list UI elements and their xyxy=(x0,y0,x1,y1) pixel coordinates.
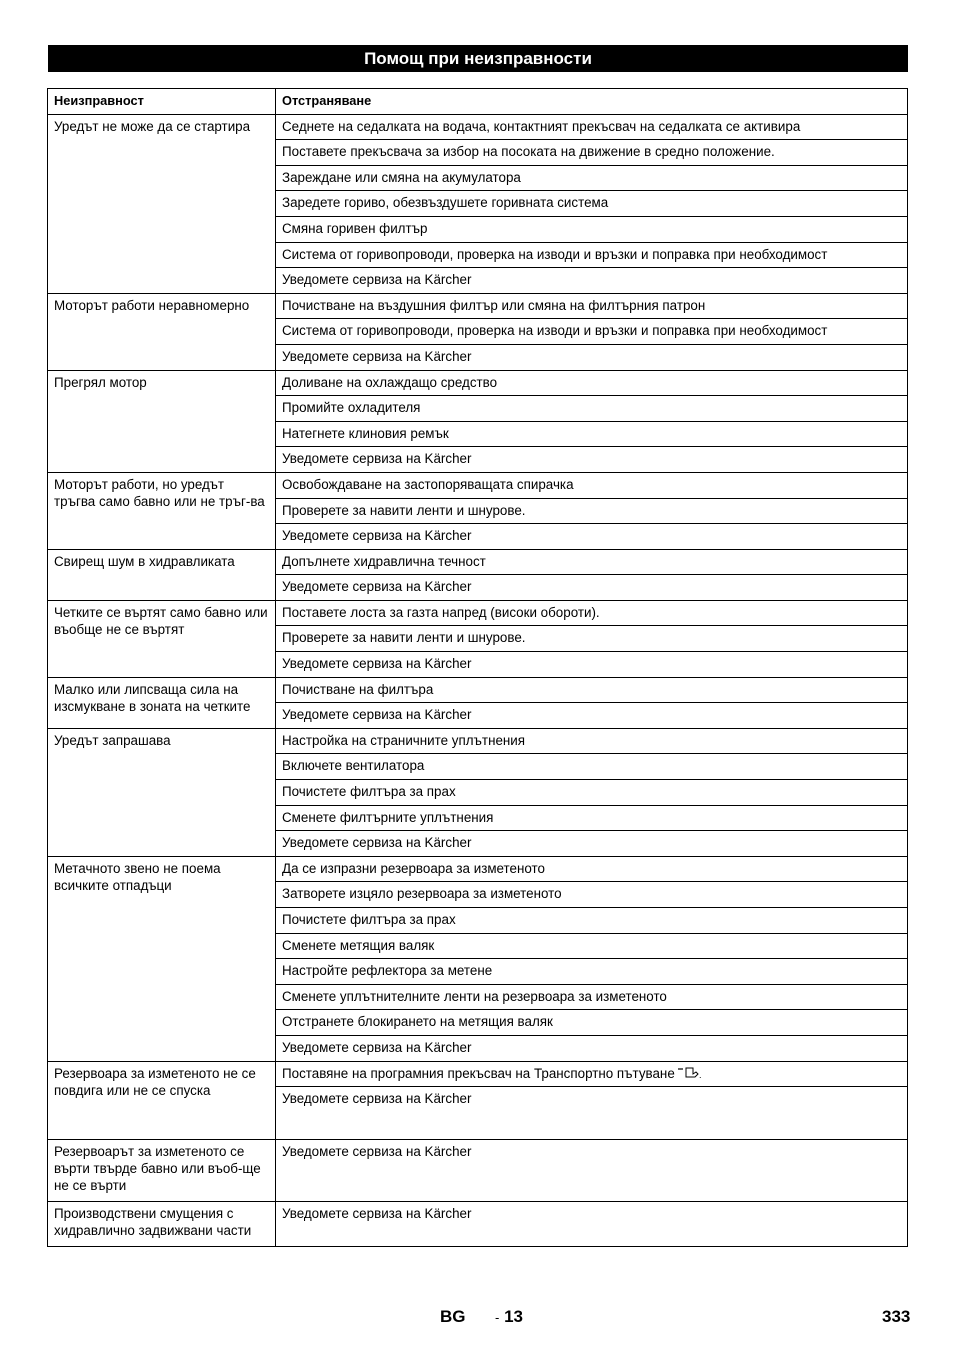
remedy-cell: Проверете за навити ленти и шнурове. xyxy=(276,626,908,652)
remedy-cell: Включете вентилатора xyxy=(276,754,908,780)
remedy-cell: Уведомете сервиза на Kärcher xyxy=(276,652,908,678)
remedy-cell: Уведомете сервиза на Kärcher xyxy=(276,447,908,473)
table-row xyxy=(48,370,908,396)
fault-cell: Моторът работи неравномерно xyxy=(48,293,276,370)
remedy-cell: Уведомете сервиза на Kärcher xyxy=(276,1087,908,1140)
remedy-cell: Система от горивопроводи, проверка на изводи и връзки и поправка при необходимост xyxy=(276,319,908,345)
remedy-cell: Сменете метящия валяк xyxy=(276,933,908,959)
remedy-cell: Поставете прекъсвача за избор на посоката на движение в средно положение. xyxy=(276,140,908,166)
remedy-cell: Смяна горивен филтър xyxy=(276,216,908,242)
fault-cell: Малко или липсваща сила на изсмукване в зоната на четките xyxy=(48,677,276,728)
fault-cell: Свирещ шум в хидравликата xyxy=(48,549,276,600)
remedy-cell: Почистете филтъра за прах xyxy=(276,780,908,806)
remedy-cell: Уведомете сервиза на Kärcher xyxy=(276,344,908,370)
table-row xyxy=(48,114,908,140)
remedy-cell: Настройте рефлектора за метене xyxy=(276,959,908,985)
remedy-cell: Почистете филтъра за прах xyxy=(276,908,908,934)
remedy-cell: Зареждане или смяна на акумулатора xyxy=(276,165,908,191)
footer-local-page-number: 13 xyxy=(504,1307,523,1326)
table-row xyxy=(48,600,908,626)
troubleshooting-table xyxy=(47,88,908,1247)
remedy-cell: Уведомете сервиза на Kärcher xyxy=(276,268,908,294)
table-header-row xyxy=(48,89,908,115)
remedy-cell: Сменете филтърните уплътнения xyxy=(276,805,908,831)
table-row xyxy=(48,728,908,754)
fault-cell: Прегрял мотор xyxy=(48,370,276,472)
remedy-cell: Настройка на страничните уплътнения xyxy=(276,728,908,754)
transport-drive-icon xyxy=(678,1066,702,1080)
remedy-cell: Уведомете сервиза на Kärcher xyxy=(276,524,908,550)
fault-cell: Уредът запрашава xyxy=(48,728,276,856)
fault-cell: Резервоарът за изметеното се върти твърде бавно или въоб-ще не се върти xyxy=(48,1140,276,1202)
remedy-cell: Система от горивопроводи, проверка на изводи и връзки и поправка при необходимост xyxy=(276,242,908,268)
remedy-cell: Почистване на филтъра xyxy=(276,677,908,703)
footer-separator: - xyxy=(495,1310,500,1325)
footer-local-page xyxy=(495,1307,523,1327)
remedy-cell: Уведомете сервиза на Kärcher xyxy=(276,1035,908,1061)
table-row xyxy=(48,1202,908,1247)
table-row xyxy=(48,472,908,498)
header-remedy: Отстраняване xyxy=(276,89,908,115)
table-row xyxy=(48,1061,908,1087)
remedy-cell: Доливане на охлаждащо средство xyxy=(276,370,908,396)
remedy-cell: Почистване на въздушния филтър или смяна на филтърния патрон xyxy=(276,293,908,319)
remedy-cell: Проверете за навити ленти и шнурове. xyxy=(276,498,908,524)
header-fault: Неизправност xyxy=(48,89,276,115)
remedy-cell: Уведомете сервиза на Kärcher xyxy=(276,1140,908,1202)
remedy-cell: Сменете уплътнителните ленти на резервоара за изметеното xyxy=(276,984,908,1010)
table-row xyxy=(48,1140,908,1202)
remedy-cell: Натегнете клиновия ремък xyxy=(276,421,908,447)
fault-cell: Уредът не може да се стартира xyxy=(48,114,276,293)
table-row xyxy=(48,856,908,882)
remedy-cell: Поставете лоста за газта напред (високи обороти). xyxy=(276,600,908,626)
remedy-cell: Уведомете сервиза на Kärcher xyxy=(276,575,908,601)
fault-cell: Моторът работи, но уредът тръгва само бавно или не тръг-ва xyxy=(48,472,276,549)
fault-cell: Производствени смущения с хидравлично задвижвани части xyxy=(48,1202,276,1247)
remedy-cell: Освобождаване на застопоряващата спирачка xyxy=(276,472,908,498)
fault-cell: Резервоара за изметеното не се повдига или не се спуска xyxy=(48,1061,276,1140)
remedy-cell: Допълнете хидравлична течност xyxy=(276,549,908,575)
remedy-cell: Уведомете сервиза на Kärcher xyxy=(276,703,908,729)
table-row xyxy=(48,549,908,575)
fault-cell: Метачното звено не поема всичките отпадъци xyxy=(48,856,276,1061)
fault-cell: Четките се въртят само бавно или въобще не се въртят xyxy=(48,600,276,677)
remedy-text: Поставяне на програмния прекъсвач на Транспортно пътуване xyxy=(282,1065,675,1081)
remedy-cell: Промийте охладителя xyxy=(276,396,908,422)
remedy-cell: Отстранете блокирането на метящия валяк xyxy=(276,1010,908,1036)
table-row xyxy=(48,293,908,319)
remedy-cell: Седнете на седалката на водача, контактният прекъсвач на седалката се активира xyxy=(276,114,908,140)
remedy-cell: Уведомете сервиза на Kärcher xyxy=(276,1202,908,1247)
svg-text:.: . xyxy=(698,1069,702,1080)
page-number: 333 xyxy=(882,1307,911,1326)
remedy-cell: Уведомете сервиза на Kärcher xyxy=(276,831,908,857)
page-title: Помощ при неизправности xyxy=(48,45,908,72)
footer-lang: BG xyxy=(440,1307,466,1326)
remedy-cell: Да се изпразни резервоара за изметеното xyxy=(276,856,908,882)
remedy-cell: Затворете изцяло резервоара за изметеното xyxy=(276,882,908,908)
remedy-cell xyxy=(276,1061,908,1087)
remedy-cell: Заредете гориво, обезвъздушете горивната система xyxy=(276,191,908,217)
table-row xyxy=(48,677,908,703)
